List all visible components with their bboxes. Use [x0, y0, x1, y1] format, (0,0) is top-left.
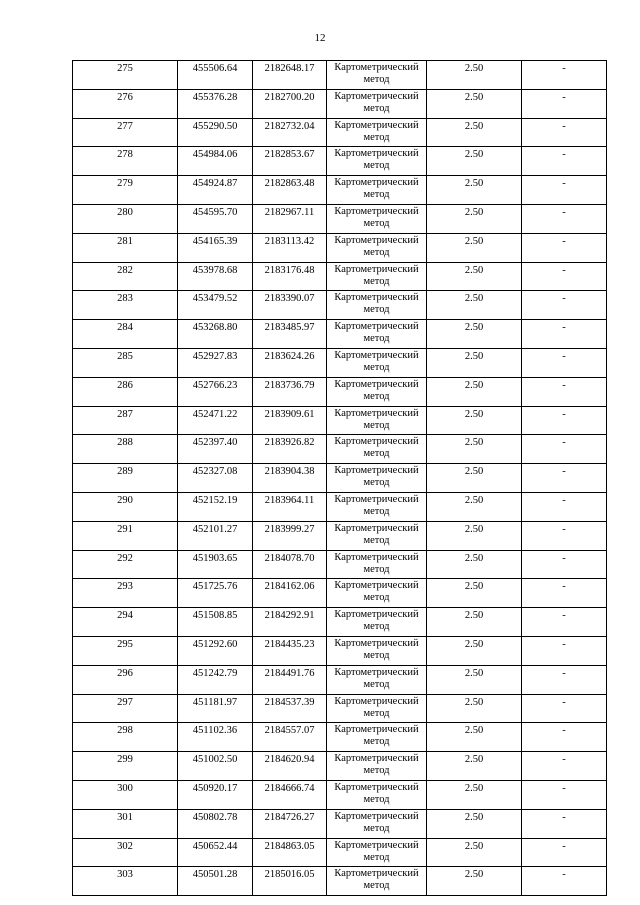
method-cell [327, 780, 427, 809]
table-row [73, 636, 607, 665]
point-number-cell: 281 [73, 233, 178, 262]
method-line-2: метод [363, 390, 390, 402]
method-cell [327, 809, 427, 838]
method-line-2: метод [363, 160, 390, 172]
accuracy-cell: 2.50 [427, 492, 522, 521]
y-coordinate-cell: 2184726.27 [253, 809, 327, 838]
x-coordinate-cell: 455506.64 [178, 61, 253, 90]
method-cell [327, 492, 427, 521]
x-coordinate-cell: 452766.23 [178, 377, 253, 406]
method-line-1: Картометрический [334, 465, 419, 477]
description-cell: - [522, 435, 607, 464]
method-cell [327, 464, 427, 493]
method-cell [327, 147, 427, 176]
y-coordinate-cell: 2182853.67 [253, 147, 327, 176]
method-cell [327, 406, 427, 435]
table-row [73, 464, 607, 493]
method-cell [327, 291, 427, 320]
method-cell [327, 723, 427, 752]
point-number-cell: 298 [73, 723, 178, 752]
method-line-1: Картометрический [334, 205, 419, 217]
method-line-1: Картометрический [334, 407, 419, 419]
table-row [73, 780, 607, 809]
description-cell: - [522, 147, 607, 176]
description-cell: - [522, 665, 607, 694]
point-number-cell: 278 [73, 147, 178, 176]
accuracy-cell: 2.50 [427, 550, 522, 579]
method-line-1: Картометрический [334, 292, 419, 304]
table-row [73, 348, 607, 377]
accuracy-cell: 2.50 [427, 406, 522, 435]
method-line-2: метод [363, 534, 390, 546]
x-coordinate-cell: 455290.50 [178, 118, 253, 147]
method-line-1: Картометрический [334, 148, 419, 160]
description-cell: - [522, 204, 607, 233]
point-number-cell: 295 [73, 636, 178, 665]
point-number-cell: 293 [73, 579, 178, 608]
point-number-cell: 289 [73, 464, 178, 493]
accuracy-cell: 2.50 [427, 867, 522, 896]
method-line-2: метод [363, 304, 390, 316]
point-number-cell: 285 [73, 348, 178, 377]
x-coordinate-cell: 452397.40 [178, 435, 253, 464]
y-coordinate-cell: 2183964.11 [253, 492, 327, 521]
coordinates-table [72, 60, 607, 896]
table-row [73, 118, 607, 147]
x-coordinate-cell: 451102.36 [178, 723, 253, 752]
page-number: 12 [314, 32, 326, 44]
method-line-1: Картометрический [334, 177, 419, 189]
x-coordinate-cell: 453978.68 [178, 262, 253, 291]
method-line-2: метод [363, 621, 390, 633]
point-number-cell: 292 [73, 550, 178, 579]
description-cell: - [522, 233, 607, 262]
y-coordinate-cell: 2182732.04 [253, 118, 327, 147]
table-row [73, 233, 607, 262]
method-line-2: метод [363, 217, 390, 229]
accuracy-cell: 2.50 [427, 291, 522, 320]
method-line-1: Картометрический [334, 234, 419, 246]
description-cell: - [522, 262, 607, 291]
x-coordinate-cell: 452327.08 [178, 464, 253, 493]
x-coordinate-cell: 451508.85 [178, 608, 253, 637]
method-cell [327, 377, 427, 406]
table-row [73, 752, 607, 781]
x-coordinate-cell: 451002.50 [178, 752, 253, 781]
method-line-1: Картометрический [334, 321, 419, 333]
y-coordinate-cell: 2183624.26 [253, 348, 327, 377]
table-row [73, 867, 607, 896]
table-row [73, 377, 607, 406]
point-number-cell: 303 [73, 867, 178, 896]
method-line-1: Картометрический [334, 810, 419, 822]
y-coordinate-cell: 2184620.94 [253, 752, 327, 781]
accuracy-cell: 2.50 [427, 636, 522, 665]
method-line-1: Картометрический [334, 753, 419, 765]
point-number-cell: 283 [73, 291, 178, 320]
method-line-2: метод [363, 448, 390, 460]
method-line-1: Картометрический [334, 868, 419, 880]
y-coordinate-cell: 2183176.48 [253, 262, 327, 291]
point-number-cell: 300 [73, 780, 178, 809]
y-coordinate-cell: 2184666.74 [253, 780, 327, 809]
method-line-1: Картометрический [334, 724, 419, 736]
x-coordinate-cell: 452101.27 [178, 521, 253, 550]
method-line-2: метод [363, 851, 390, 863]
method-cell [327, 320, 427, 349]
method-line-2: метод [363, 505, 390, 517]
point-number-cell: 296 [73, 665, 178, 694]
method-line-2: метод [363, 592, 390, 604]
y-coordinate-cell: 2183390.07 [253, 291, 327, 320]
description-cell: - [522, 550, 607, 579]
method-line-2: метод [363, 131, 390, 143]
accuracy-cell: 2.50 [427, 665, 522, 694]
description-cell: - [522, 723, 607, 752]
x-coordinate-cell: 450501.28 [178, 867, 253, 896]
method-cell [327, 579, 427, 608]
table-row [73, 147, 607, 176]
description-cell: - [522, 809, 607, 838]
method-line-2: метод [363, 189, 390, 201]
accuracy-cell: 2.50 [427, 147, 522, 176]
method-cell [327, 233, 427, 262]
y-coordinate-cell: 2182648.17 [253, 61, 327, 90]
accuracy-cell: 2.50 [427, 464, 522, 493]
table-row [73, 320, 607, 349]
method-line-2: метод [363, 765, 390, 777]
table-row [73, 579, 607, 608]
table-row [73, 262, 607, 291]
point-number-cell: 286 [73, 377, 178, 406]
x-coordinate-cell: 450802.78 [178, 809, 253, 838]
method-cell [327, 665, 427, 694]
y-coordinate-cell: 2182863.48 [253, 176, 327, 205]
coordinates-table-body [73, 61, 607, 896]
x-coordinate-cell: 450652.44 [178, 838, 253, 867]
method-cell [327, 636, 427, 665]
point-number-cell: 277 [73, 118, 178, 147]
y-coordinate-cell: 2184537.39 [253, 694, 327, 723]
method-line-2: метод [363, 333, 390, 345]
method-line-1: Картометрический [334, 695, 419, 707]
x-coordinate-cell: 452927.83 [178, 348, 253, 377]
x-coordinate-cell: 451903.65 [178, 550, 253, 579]
point-number-cell: 284 [73, 320, 178, 349]
method-line-1: Картометрический [334, 666, 419, 678]
method-line-2: метод [363, 419, 390, 431]
x-coordinate-cell: 454165.39 [178, 233, 253, 262]
method-line-1: Картометрический [334, 62, 419, 73]
point-number-cell: 287 [73, 406, 178, 435]
x-coordinate-cell: 453268.80 [178, 320, 253, 349]
y-coordinate-cell: 2184078.70 [253, 550, 327, 579]
method-line-1: Картометрический [334, 522, 419, 534]
method-line-1: Картометрический [334, 436, 419, 448]
description-cell: - [522, 320, 607, 349]
y-coordinate-cell: 2184435.23 [253, 636, 327, 665]
method-cell [327, 867, 427, 896]
accuracy-cell: 2.50 [427, 262, 522, 291]
x-coordinate-cell: 451292.60 [178, 636, 253, 665]
x-coordinate-cell: 453479.52 [178, 291, 253, 320]
method-cell [327, 176, 427, 205]
description-cell: - [522, 291, 607, 320]
table-row [73, 89, 607, 118]
point-number-cell: 276 [73, 89, 178, 118]
method-line-1: Картометрический [334, 90, 419, 102]
description-cell: - [522, 61, 607, 90]
y-coordinate-cell: 2183485.97 [253, 320, 327, 349]
accuracy-cell: 2.50 [427, 320, 522, 349]
x-coordinate-cell: 451181.97 [178, 694, 253, 723]
table-row [73, 665, 607, 694]
table-row [73, 809, 607, 838]
method-cell [327, 262, 427, 291]
method-line-2: метод [363, 880, 390, 892]
x-coordinate-cell: 454924.87 [178, 176, 253, 205]
method-line-2: метод [363, 74, 390, 85]
x-coordinate-cell: 451725.76 [178, 579, 253, 608]
y-coordinate-cell: 2183926.82 [253, 435, 327, 464]
description-cell: - [522, 377, 607, 406]
description-cell: - [522, 838, 607, 867]
description-cell: - [522, 348, 607, 377]
method-line-1: Картометрический [334, 378, 419, 390]
point-number-cell: 279 [73, 176, 178, 205]
accuracy-cell: 2.50 [427, 435, 522, 464]
accuracy-cell: 2.50 [427, 579, 522, 608]
accuracy-cell: 2.50 [427, 780, 522, 809]
method-cell [327, 608, 427, 637]
description-cell: - [522, 118, 607, 147]
method-line-1: Картометрический [334, 637, 419, 649]
point-number-cell: 291 [73, 521, 178, 550]
method-line-1: Картометрический [334, 781, 419, 793]
y-coordinate-cell: 2182967.11 [253, 204, 327, 233]
table-row [73, 204, 607, 233]
table-row [73, 176, 607, 205]
method-line-2: метод [363, 736, 390, 748]
accuracy-cell: 2.50 [427, 809, 522, 838]
x-coordinate-cell: 450920.17 [178, 780, 253, 809]
method-line-2: метод [363, 707, 390, 719]
method-cell [327, 550, 427, 579]
table-row [73, 492, 607, 521]
method-line-1: Картометрический [334, 349, 419, 361]
point-number-cell: 280 [73, 204, 178, 233]
table-row [73, 608, 607, 637]
y-coordinate-cell: 2183736.79 [253, 377, 327, 406]
x-coordinate-cell: 452152.19 [178, 492, 253, 521]
accuracy-cell: 2.50 [427, 118, 522, 147]
description-cell: - [522, 176, 607, 205]
method-cell [327, 838, 427, 867]
method-line-2: метод [363, 563, 390, 575]
method-cell [327, 204, 427, 233]
description-cell: - [522, 464, 607, 493]
table-row [73, 521, 607, 550]
y-coordinate-cell: 2185016.05 [253, 867, 327, 896]
method-line-2: метод [363, 822, 390, 834]
accuracy-cell: 2.50 [427, 521, 522, 550]
method-cell [327, 118, 427, 147]
method-cell [327, 521, 427, 550]
description-cell: - [522, 694, 607, 723]
method-line-2: метод [363, 793, 390, 805]
accuracy-cell: 2.50 [427, 61, 522, 90]
method-cell [327, 694, 427, 723]
method-line-2: метод [363, 649, 390, 661]
y-coordinate-cell: 2182700.20 [253, 89, 327, 118]
description-cell: - [522, 579, 607, 608]
accuracy-cell: 2.50 [427, 176, 522, 205]
accuracy-cell: 2.50 [427, 694, 522, 723]
y-coordinate-cell: 2184863.05 [253, 838, 327, 867]
y-coordinate-cell: 2183113.42 [253, 233, 327, 262]
point-number-cell: 302 [73, 838, 178, 867]
x-coordinate-cell: 452471.22 [178, 406, 253, 435]
y-coordinate-cell: 2184162.06 [253, 579, 327, 608]
table-row [73, 550, 607, 579]
point-number-cell: 275 [73, 61, 178, 90]
accuracy-cell: 2.50 [427, 608, 522, 637]
point-number-cell: 297 [73, 694, 178, 723]
table-row [73, 291, 607, 320]
method-line-1: Картометрический [334, 493, 419, 505]
point-number-cell: 288 [73, 435, 178, 464]
point-number-cell: 282 [73, 262, 178, 291]
method-line-1: Картометрический [334, 609, 419, 621]
accuracy-cell: 2.50 [427, 233, 522, 262]
point-number-cell: 299 [73, 752, 178, 781]
y-coordinate-cell: 2183909.61 [253, 406, 327, 435]
method-line-1: Картометрический [334, 551, 419, 563]
x-coordinate-cell: 455376.28 [178, 89, 253, 118]
method-line-1: Картометрический [334, 839, 419, 851]
point-number-cell: 290 [73, 492, 178, 521]
point-number-cell: 294 [73, 608, 178, 637]
table-row [73, 406, 607, 435]
method-line-2: метод [363, 246, 390, 258]
description-cell: - [522, 780, 607, 809]
method-line-2: метод [363, 361, 390, 373]
description-cell: - [522, 608, 607, 637]
y-coordinate-cell: 2183904.38 [253, 464, 327, 493]
table-row [73, 838, 607, 867]
table-row [73, 694, 607, 723]
x-coordinate-cell: 451242.79 [178, 665, 253, 694]
description-cell: - [522, 636, 607, 665]
description-cell: - [522, 492, 607, 521]
method-line-2: метод [363, 477, 390, 489]
method-cell [327, 89, 427, 118]
method-cell [327, 348, 427, 377]
description-cell: - [522, 89, 607, 118]
method-line-2: метод [363, 275, 390, 287]
y-coordinate-cell: 2184557.07 [253, 723, 327, 752]
accuracy-cell: 2.50 [427, 204, 522, 233]
table-row [73, 723, 607, 752]
table-row [73, 435, 607, 464]
accuracy-cell: 2.50 [427, 752, 522, 781]
method-line-2: метод [363, 678, 390, 690]
accuracy-cell: 2.50 [427, 723, 522, 752]
y-coordinate-cell: 2184292.91 [253, 608, 327, 637]
table-row [73, 61, 607, 90]
accuracy-cell: 2.50 [427, 377, 522, 406]
description-cell: - [522, 406, 607, 435]
accuracy-cell: 2.50 [427, 348, 522, 377]
description-cell: - [522, 521, 607, 550]
description-cell: - [522, 867, 607, 896]
description-cell: - [522, 752, 607, 781]
method-cell [327, 435, 427, 464]
accuracy-cell: 2.50 [427, 838, 522, 867]
method-line-2: метод [363, 102, 390, 114]
y-coordinate-cell: 2184491.76 [253, 665, 327, 694]
method-line-1: Картометрический [334, 580, 419, 592]
y-coordinate-cell: 2183999.27 [253, 521, 327, 550]
method-line-1: Картометрический [334, 263, 419, 275]
method-cell [327, 61, 427, 90]
x-coordinate-cell: 454984.06 [178, 147, 253, 176]
point-number-cell: 301 [73, 809, 178, 838]
method-line-1: Картометрический [334, 119, 419, 131]
accuracy-cell: 2.50 [427, 89, 522, 118]
x-coordinate-cell: 454595.70 [178, 204, 253, 233]
method-cell [327, 752, 427, 781]
